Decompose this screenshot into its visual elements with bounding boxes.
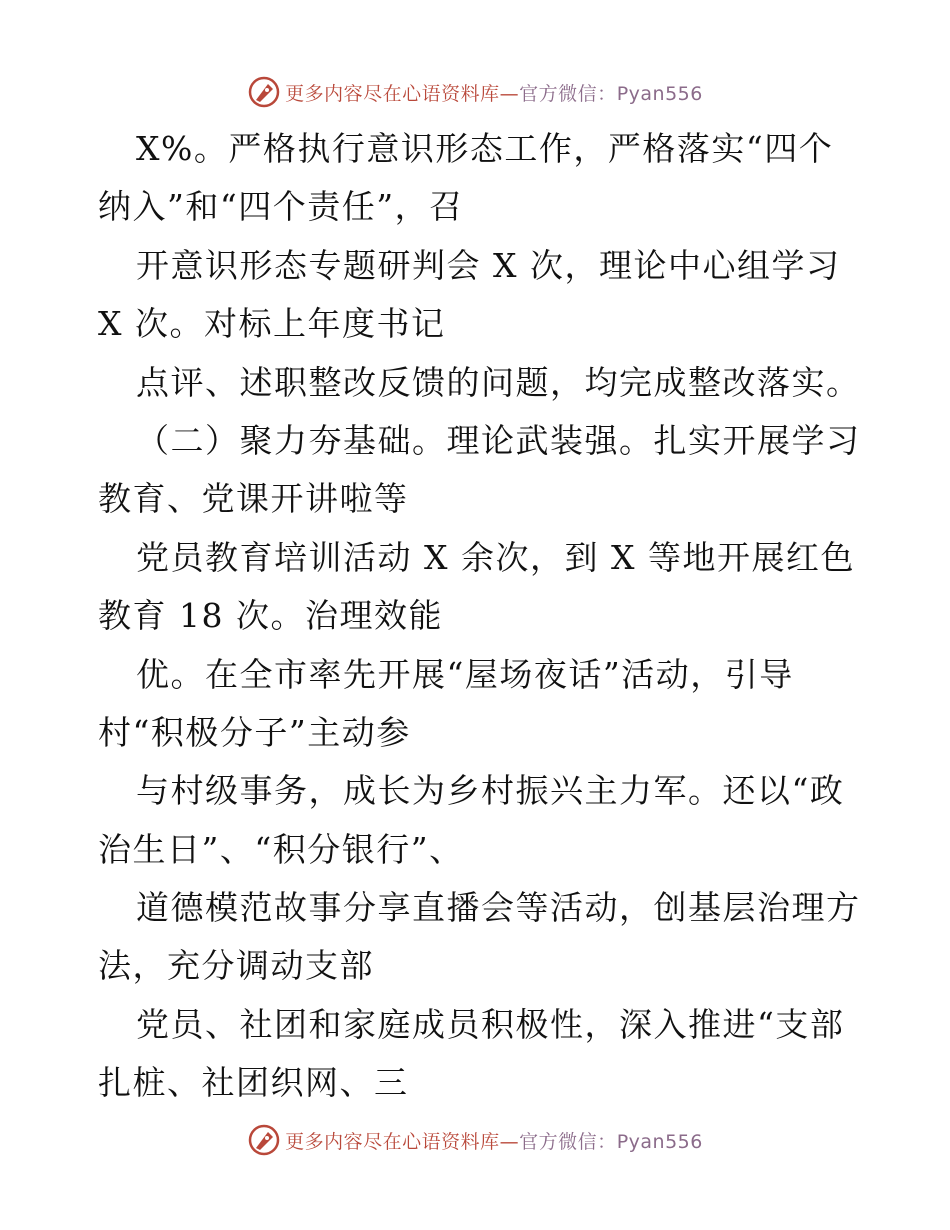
banner-text — [285, 79, 703, 106]
pen-nib-logo-icon — [247, 1123, 281, 1157]
footer-watermark-banner — [0, 1120, 950, 1160]
text-line: 教育、党课开讲啦等 — [98, 479, 409, 519]
text-line: 村“积极分子”主动参 — [98, 712, 411, 752]
header-watermark-banner — [0, 72, 950, 112]
text-line: （二）聚力夯基础。理论武装强。扎实开展学习 — [136, 420, 861, 460]
text-line: 纳入”和“四个责任”，召 — [98, 187, 464, 227]
document-body — [98, 120, 878, 1113]
banner-wechat-id: Pyan556 — [616, 82, 703, 105]
banner-wechat-label: 官方微信： — [519, 1130, 617, 1153]
banner-wechat-id: Pyan556 — [616, 1130, 703, 1153]
pen-nib-logo-icon — [247, 75, 281, 109]
text-line: 教育 18 次。治理效能 — [98, 596, 443, 636]
text-line: 治生日”、“积分银行”、 — [98, 829, 464, 869]
text-line: 法，充分调动支部 — [98, 946, 374, 986]
text-line: 开意识形态专题研判会 X 次，理论中心组学习 — [136, 245, 841, 285]
text-line: X%。严格执行意识形态工作，严格落实“四个 — [136, 129, 834, 168]
text-line: 道德模范故事分享直播会等活动，创基层治理方 — [136, 888, 861, 928]
text-line: 扎桩、社团织网、三 — [98, 1063, 409, 1103]
banner-main-text: 更多内容尽在心语资料库 — [285, 1130, 500, 1153]
text-line: X 次。对标上年度书记 — [98, 304, 446, 344]
text-line: 点评、述职整改反馈的问题，均完成整改落实。 — [136, 362, 861, 402]
text-line: 党员、社团和家庭成员积极性，深入推进“支部 — [136, 1004, 845, 1044]
text-line: 优。在全市率先开展“屋场夜话”活动，引导 — [136, 654, 794, 694]
text-line: 党员教育培训活动 X 余次，到 X 等地开展红色 — [136, 537, 855, 577]
banner-text — [285, 1127, 703, 1154]
text-line: 与村级事务，成长为乡村振兴主力军。还以“政 — [136, 771, 845, 811]
banner-dash: — — [499, 82, 520, 105]
banner-wechat-label: 官方微信： — [519, 82, 617, 105]
banner-dash: — — [499, 1130, 520, 1153]
banner-main-text: 更多内容尽在心语资料库 — [285, 82, 500, 105]
